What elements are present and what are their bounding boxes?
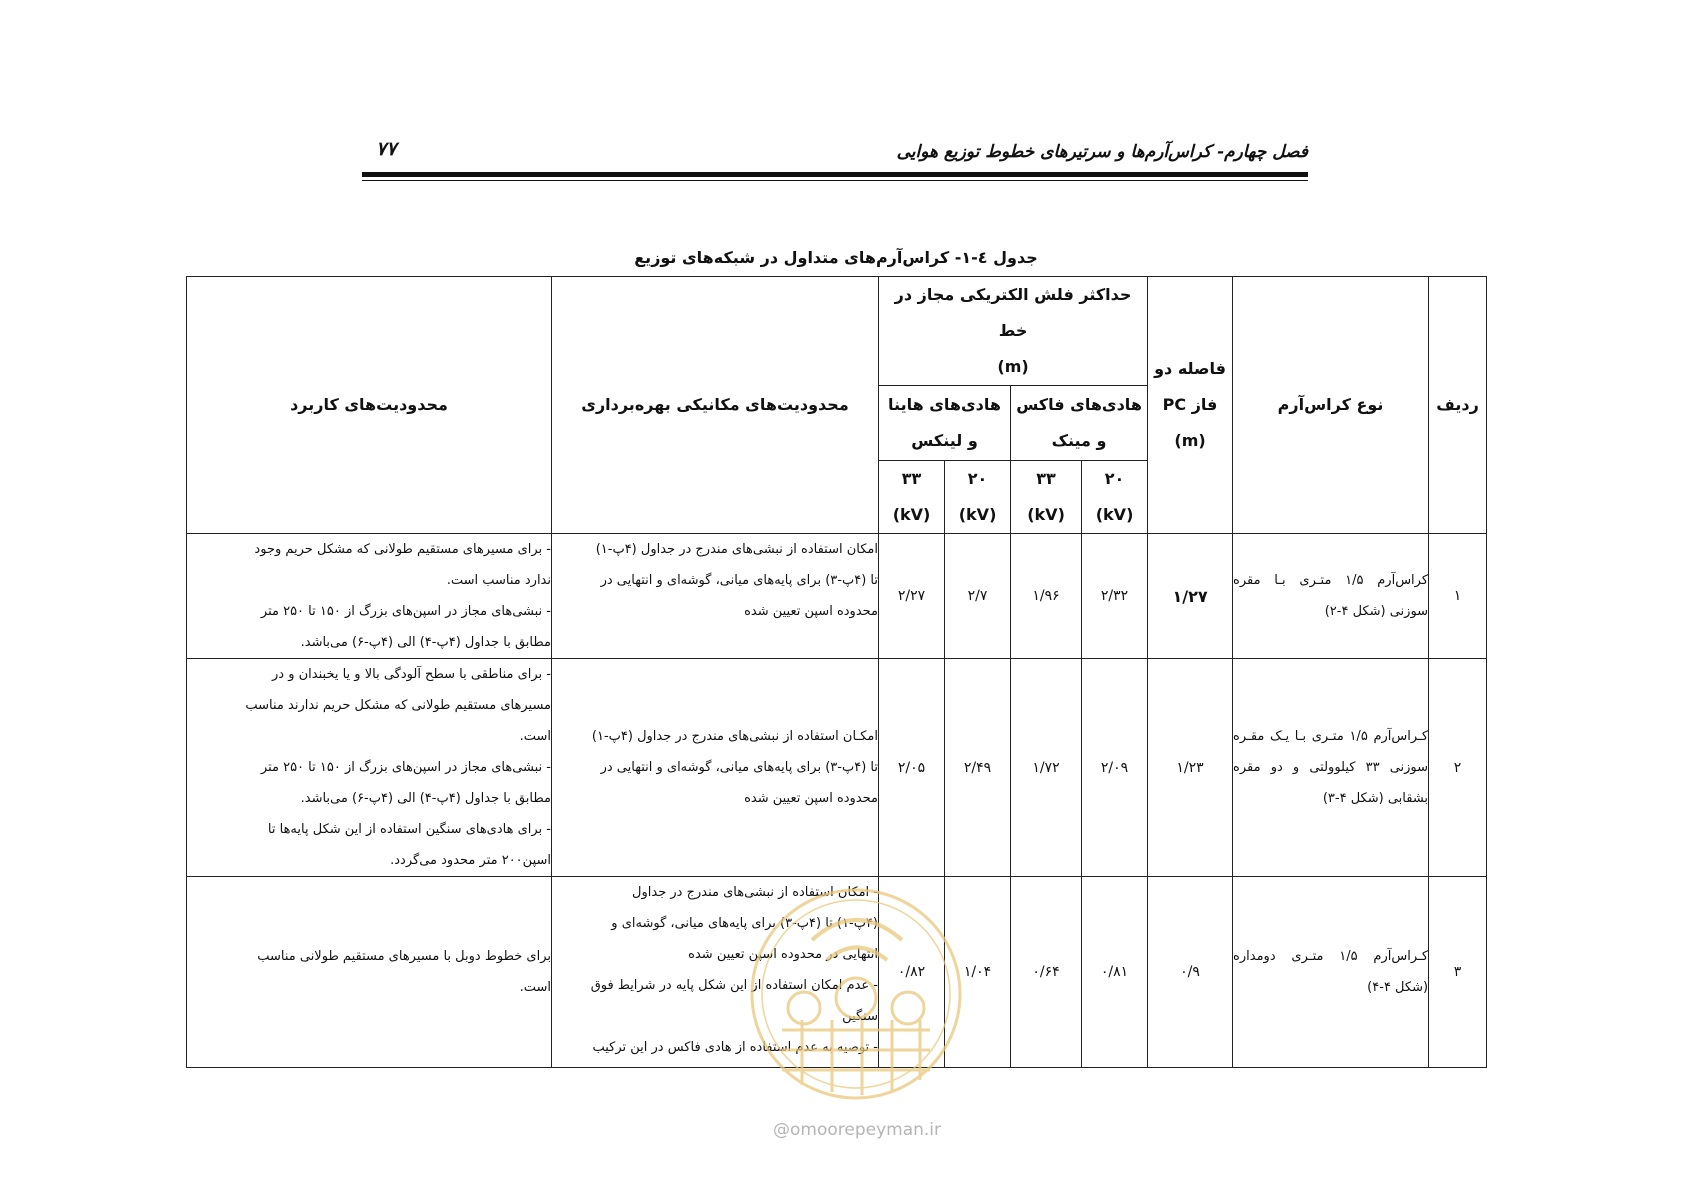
watermark-url: @omoorepeyman.ir (772, 1120, 942, 1140)
voltage-number: ۲۰ (967, 469, 988, 488)
header-max-sag-line: حداکثر فلش الکتریکی مجاز در خط (894, 285, 1132, 340)
text-line: - عدم امکان استفاده از این شکل پایه در شرایط فوق (590, 978, 878, 993)
hyena-33kv-cell: ۲/۲۷ (879, 534, 945, 659)
fox-33kv-cell: ۱/۹۶ (1011, 534, 1082, 659)
text-line: - نبشی‌های مجاز در اسپن‌های بزرگ از ۱۵۰ تا ۲۵۰ متر (260, 604, 551, 619)
text-line: تا (۴پ-۳) برای پایه‌های میانی، گوشه‌ای و انتهایی در (600, 760, 878, 775)
text-line: - برای هادی‌های سنگین استفاده از این شکل پایه‌ها تا (267, 822, 551, 837)
table-row (187, 877, 1487, 1068)
pc-distance-cell: ۱/۲۷ (1148, 534, 1233, 659)
text-line: مطابق با جداول (۴پ-۴) الی (۴پ-۶) می‌باشد. (300, 635, 551, 650)
header-pc-distance (1148, 277, 1233, 534)
text-line: سنگین (842, 1009, 878, 1024)
header-voltage-hyena-33 (879, 461, 945, 534)
hyena-20kv-cell: ۲/۴۹ (945, 659, 1011, 877)
table-row (187, 534, 1487, 659)
header-pc-line: فاز PC (1162, 395, 1218, 414)
pc-distance-cell: ۱/۲۳ (1148, 659, 1233, 877)
header-usage-limits: محدودیت‌های کاربرد (187, 277, 552, 534)
pc-distance-cell: ۰/۹ (1148, 877, 1233, 1068)
text-line: - نبشی‌های مجاز در اسپن‌های بزرگ از ۱۵۰ تا ۲۵۰ متر (260, 760, 551, 775)
mechanical-limits-cell (552, 534, 879, 659)
header-hyena-lynx-line: و لینکس (911, 431, 978, 450)
text-line: - امکان استفاده از نبشی‌های مندرج در جداول (632, 885, 878, 900)
voltage-number: ۳۳ (901, 469, 922, 488)
voltage-number: ۲۰ (1104, 469, 1125, 488)
crossarm-type-cell: کـراس‌آرم ۱/۵ متـری دومداره (شکل ۴-۴) (1233, 877, 1429, 1068)
usage-limits-cell (187, 534, 552, 659)
header-hyena-lynx-line: هادی‌های هاینا (888, 395, 1001, 414)
text-line: - برای مسیرهای مستقیم طولانی که مشکل حریم وجود (254, 542, 551, 557)
hyena-33kv-cell: ۲/۰۵ (879, 659, 945, 877)
page-number: ۷۷ (376, 138, 397, 160)
header-fox-mink-line: هادی‌های فاکس (1016, 395, 1142, 414)
header-rule-thin (362, 180, 1308, 181)
table-row (187, 659, 1487, 877)
voltage-number: ۳۳ (1036, 469, 1056, 488)
voltage-unit: (kV) (958, 505, 997, 524)
text-line: ندارد مناسب است. (446, 573, 551, 588)
table-caption: جدول ٤-١- کراس‌آرم‌های متداول در شبکه‌های توزیع (634, 248, 1038, 267)
header-rule (362, 172, 1308, 177)
text-line: امکـان استفاده از نبشی‌های مندرج در جداول (۴پ-۱) (591, 729, 878, 744)
header-pc-line: (m) (1174, 431, 1206, 450)
header-voltage-fox-20 (1082, 461, 1148, 534)
header-fox-mink-line: و مینک (1051, 431, 1107, 450)
fox-20kv-cell: ۲/۰۹ (1082, 659, 1148, 877)
crossarm-type-cell: کـراس‌آرم ۱/۵ متـری بـا یـک مقـره سوزنی ۳۳ کیلوولتی و دو مقره بشقابی (شکل ۴-۳) (1233, 659, 1429, 877)
header-voltage-fox-33 (1011, 461, 1082, 534)
text-line: برای خطوط دوبل با مسیرهای مستقیم طولانی مناسب (257, 949, 551, 964)
text-line: مطابق با جداول (۴پ-۴) الی (۴پ-۶) می‌باشد. (300, 791, 551, 806)
hyena-33kv-cell: ۰/۸۲ (879, 877, 945, 1068)
row-number: ۳ (1429, 877, 1487, 1068)
usage-limits-cell (187, 877, 552, 1068)
header-pc-line: فاصله دو (1154, 359, 1226, 378)
row-number: ۱ (1429, 534, 1487, 659)
header-max-sag-line: (m) (997, 357, 1029, 376)
header-hyena-lynx (879, 386, 1011, 461)
header-crossarm-type: نوع کراس‌آرم (1233, 277, 1429, 534)
header-fox-mink (1011, 386, 1148, 461)
mechanical-limits-cell (552, 877, 879, 1068)
mechanical-limits-cell (552, 659, 879, 877)
text-line: امکان استفاده از نبشی‌های مندرج در جداول (۴پ-۱) (595, 542, 878, 557)
text-line: است. (519, 980, 551, 995)
text-line: تا (۴پ-۳) برای پایه‌های میانی، گوشه‌ای و انتهایی در (600, 573, 878, 588)
text-line: (۴پ-۱) تا (۴پ-۳) برای پایه‌های میانی، گوشه‌ای و (611, 916, 878, 931)
text-line: مسیرهای مستقیم طولانی که مشکل حریم ندارند مناسب (245, 698, 551, 713)
chapter-title: فصل چهارم- کراس‌آرم‌ها و سرتیرهای خطوط توزیع هوایی (896, 142, 1308, 162)
voltage-unit: (kV) (1095, 505, 1134, 524)
text-line: اسپن۲۰۰ متر محدود می‌گردد. (390, 853, 551, 868)
crossarm-type-cell: کراس‌آرم ۱/۵ متـری بـا مقره سوزنی (شکل ۴-۲) (1233, 534, 1429, 659)
header-mechanical-limits: محدودیت‌های مکانیکی بهره‌برداری (552, 277, 879, 534)
fox-33kv-cell: ۰/۶۴ (1011, 877, 1082, 1068)
voltage-unit: (kV) (892, 505, 931, 524)
voltage-unit: (kV) (1027, 505, 1065, 524)
text-line: محدوده اسپن تعیین شده (744, 791, 878, 806)
text-line: است. (519, 729, 551, 744)
text-line: - برای مناطقی با سطح آلودگی بالا و یا یخبندان و در (272, 667, 551, 682)
usage-limits-cell (187, 659, 552, 877)
text-line: محدوده اسپن تعیین شده (744, 604, 878, 619)
header-max-sag (879, 277, 1148, 386)
header-row-no: ردیف (1429, 277, 1487, 534)
crossarm-table (186, 276, 1487, 1068)
row-number: ۲ (1429, 659, 1487, 877)
fox-33kv-cell: ۱/۷۲ (1011, 659, 1082, 877)
text-line: انتهایی در محدوده اسپن تعیین شده (688, 947, 878, 962)
hyena-20kv-cell: ۱/۰۴ (945, 877, 1011, 1068)
header-voltage-hyena-20 (945, 461, 1011, 534)
text-line: - توصیه به عدم استفاده از هادی فاکس در این ترکیب (592, 1040, 878, 1055)
hyena-20kv-cell: ۲/۷ (945, 534, 1011, 659)
fox-20kv-cell: ۰/۸۱ (1082, 877, 1148, 1068)
fox-20kv-cell: ۲/۳۲ (1082, 534, 1148, 659)
